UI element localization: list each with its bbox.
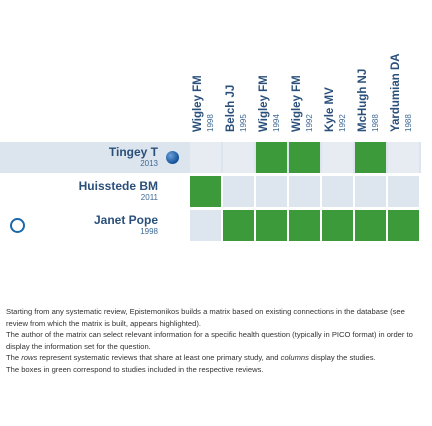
description-text: represent systematic reviews that share at least one primary study, and [37,353,281,363]
row-review-label[interactable] [79,179,158,203]
column-study-name: Belch JJ [225,84,237,132]
column-study-name: Wigley FM [192,75,204,132]
row-review-name: Tingey T [108,145,158,159]
column-study-year: 1992 [305,114,314,132]
matrix-cell-included[interactable] [289,142,320,173]
matrix-cell-included[interactable] [289,210,320,241]
review-ring-icon [10,218,25,233]
row-review-label[interactable] [94,213,158,237]
column-study-year: 1998 [206,114,215,132]
column-study-year: 1988 [371,114,380,132]
column-header[interactable] [322,14,350,134]
matrix-cell-empty[interactable] [322,142,353,173]
column-study-year: 1992 [338,114,347,132]
matrix-cell-empty[interactable] [322,176,353,207]
description-emphasis-rows: rows [21,353,38,363]
matrix-cell-empty[interactable] [388,142,419,173]
matrix-cell-included[interactable] [223,210,254,241]
matrix-cell-empty[interactable] [355,176,386,207]
row-review-year: 1998 [140,227,158,236]
column-header[interactable] [289,14,317,134]
matrix-description [6,306,426,376]
column-study-year: 1988 [404,114,413,132]
matrix-cell-included[interactable] [355,210,386,241]
row-review-year: 2013 [140,159,158,168]
description-text: The [6,353,22,363]
row-review-label[interactable] [109,145,158,169]
column-study-year: 1995 [239,114,248,132]
column-study-name: Yardumian DA [390,53,402,132]
column-study-name: Kyle MV [324,87,336,132]
matrix-cell-included[interactable] [355,142,386,173]
description-paragraph-4: The boxes in green correspond to studies included in the respective reviews. [6,364,264,374]
description-emphasis-columns: columns [280,353,309,363]
column-study-name: McHugh NJ [357,68,369,132]
matrix-cell-empty[interactable] [223,176,254,207]
description-paragraph-1: Starting from any systematic review, Epistemonikos builds a matrix based on existing connections in the database (see review from which the matrix is built, appears highlighted). [6,307,405,328]
column-header[interactable] [190,14,218,134]
matrix-cell-included[interactable] [256,142,287,173]
column-header[interactable] [256,14,284,134]
row-review-year: 2011 [140,193,158,202]
column-header[interactable] [355,14,383,134]
matrix-cell-empty[interactable] [289,176,320,207]
description-paragraph-2: The author of the matrix can select relevant information for a specific health question (typically in PICO format) in order to display the information set for the question. [6,330,413,351]
matrix-cell-empty[interactable] [256,176,287,207]
column-study-name: Wigley FM [291,75,303,132]
column-header[interactable] [223,14,251,134]
description-paragraph-3 [6,352,426,364]
description-text: display the studies. [308,353,376,363]
matrix-cell-empty[interactable] [190,142,221,173]
column-header[interactable] [388,14,416,134]
current-review-dot-icon [166,151,179,164]
row-review-name: Huisstede BM [78,179,158,193]
matrix-cell-empty[interactable] [190,210,221,241]
row-review-name: Janet Pope [93,213,158,227]
matrix-cell-included[interactable] [322,210,353,241]
matrix-cell-empty[interactable] [223,142,254,173]
matrix-cell-empty[interactable] [388,176,419,207]
matrix-cell-included[interactable] [190,176,221,207]
column-study-name: Wigley FM [258,75,270,132]
column-study-year: 1994 [272,114,281,132]
matrix-cell-included[interactable] [388,210,419,241]
matrix-cell-included[interactable] [256,210,287,241]
